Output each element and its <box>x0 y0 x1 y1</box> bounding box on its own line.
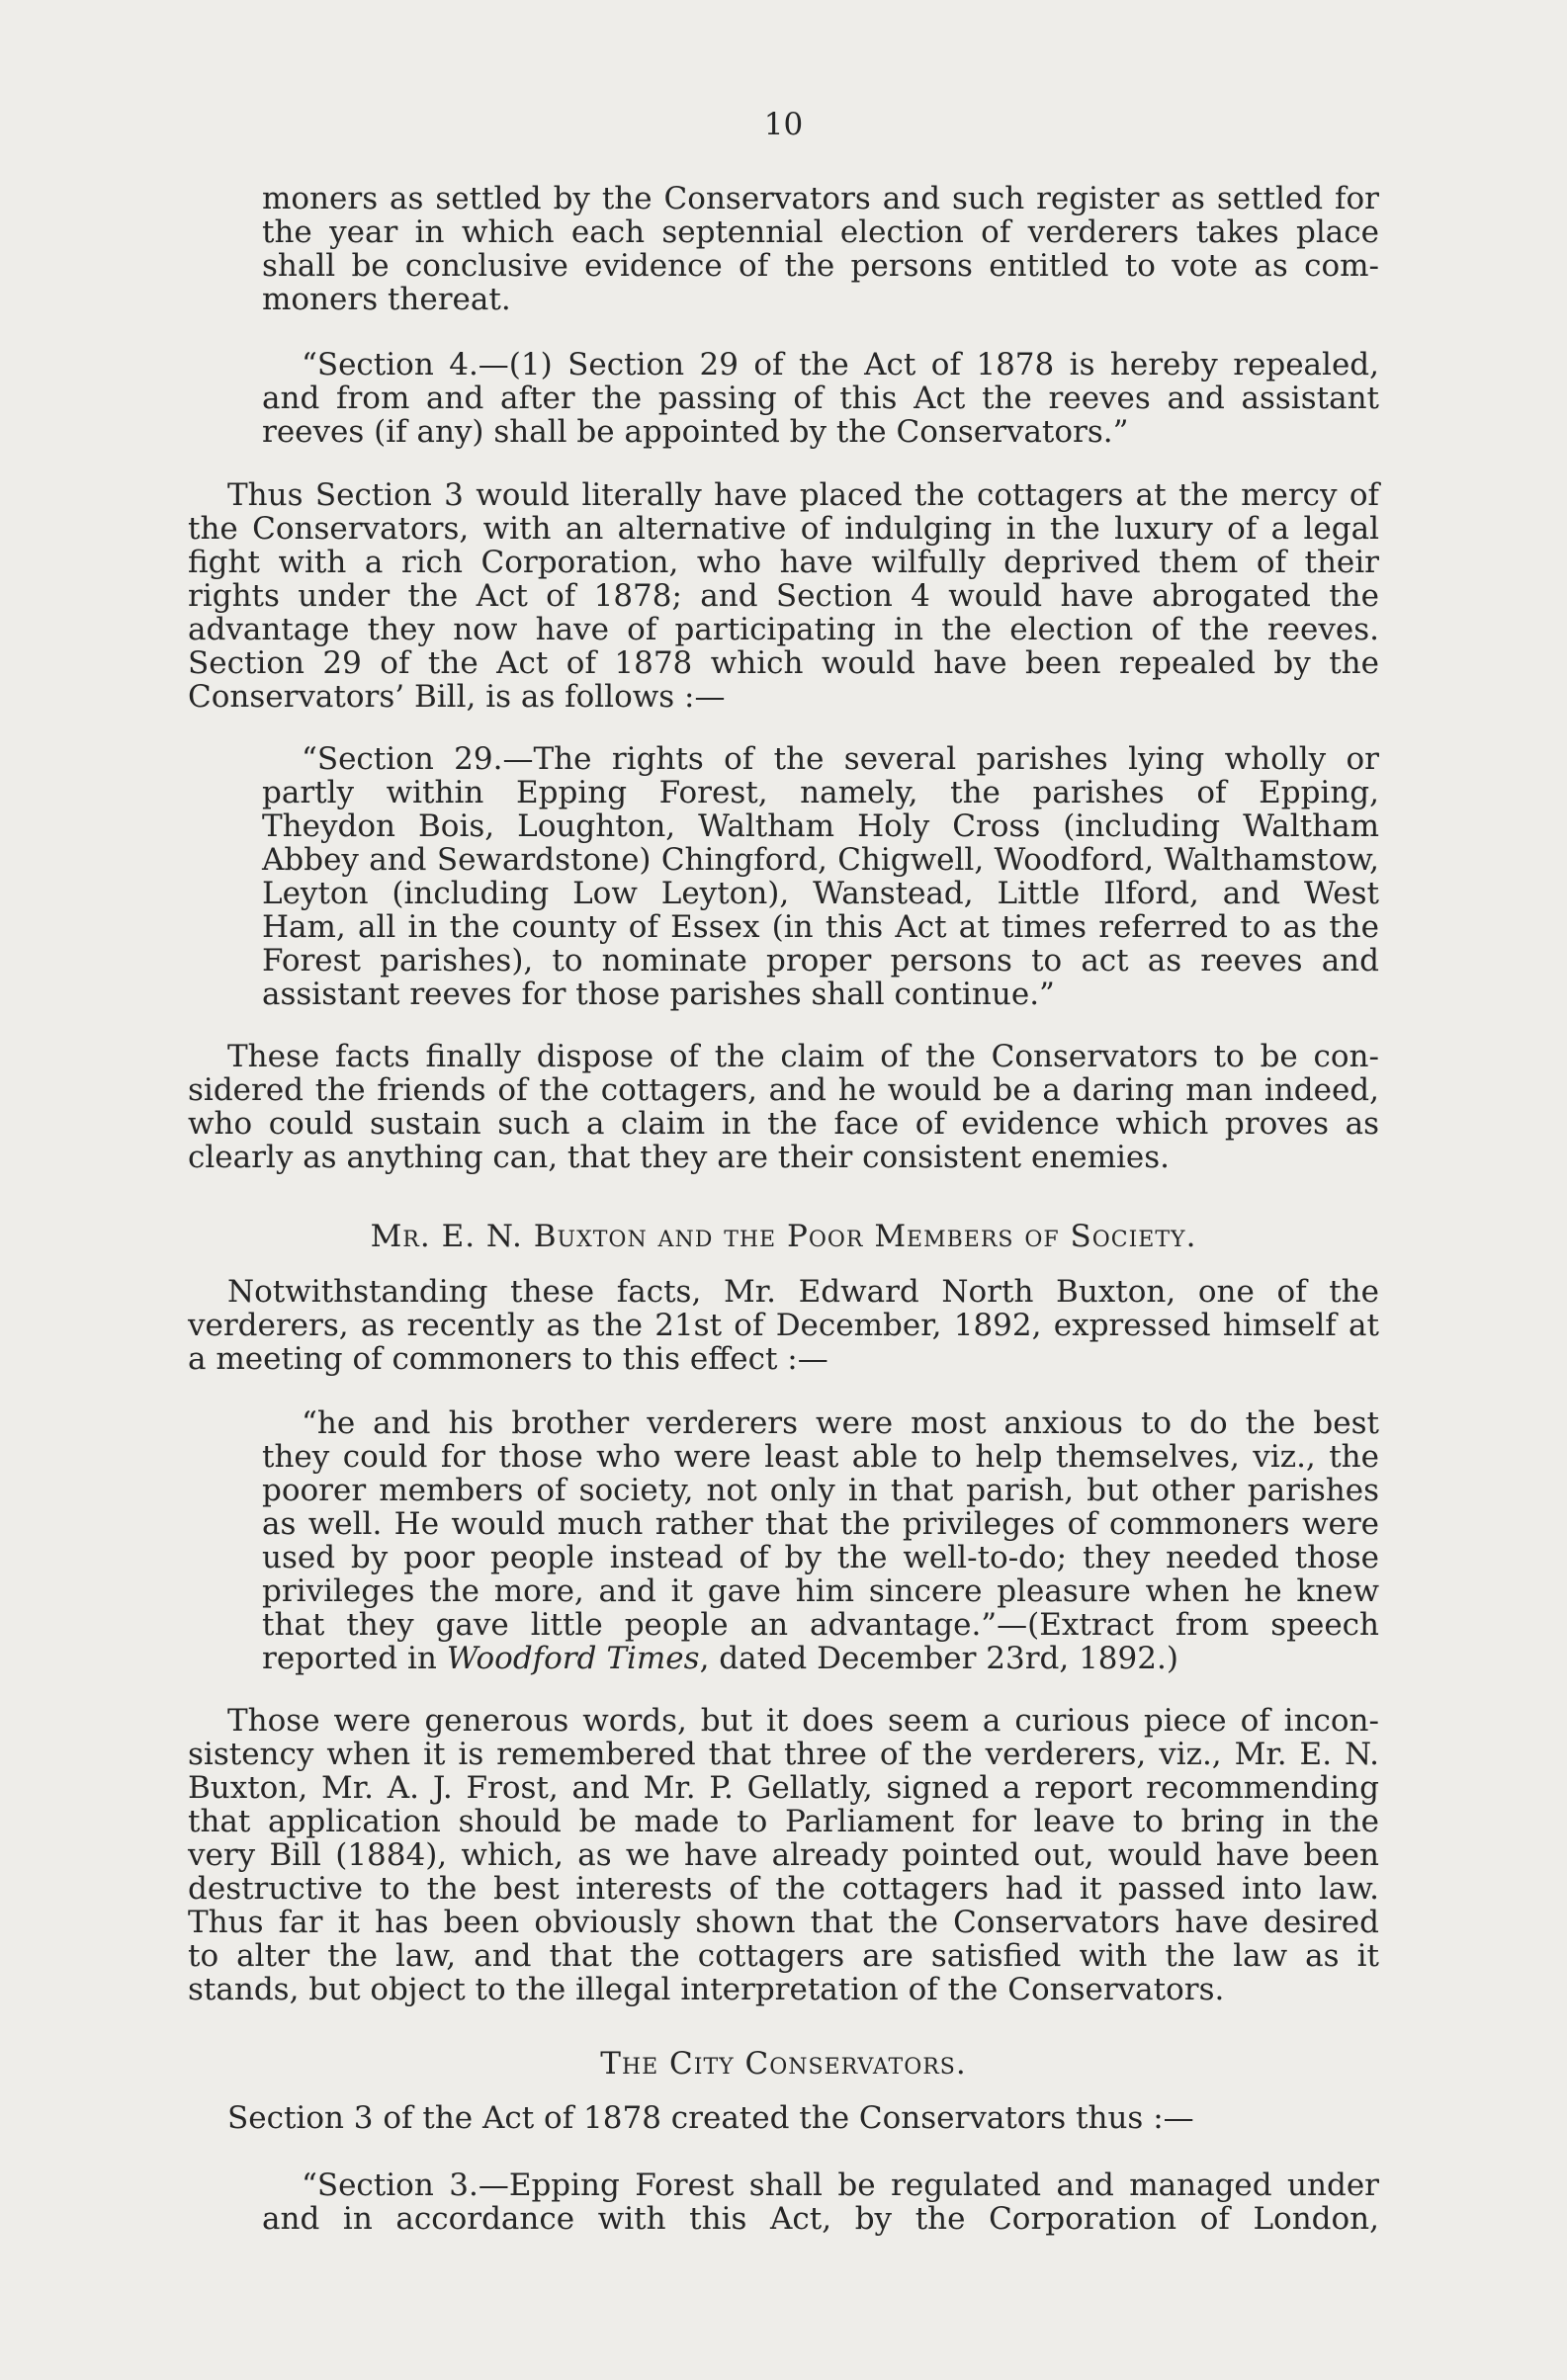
text-line: Section 29 of the Act of 1878 which would have been repealed by the <box>188 645 1379 681</box>
text-line: Abbey and Sewardstone) Chingford, Chigwell, Woodford, Walthamstow, <box>262 842 1379 878</box>
text-line: poorer members of society, not only in that parish, but other parishes <box>262 1473 1379 1508</box>
text-line: and from and after the passing of this Act the reeves and assistant <box>262 381 1379 416</box>
text-line: shall be conclusive evidence of the persons entitled to vote as com- <box>262 248 1379 284</box>
text-line: “Section 3.—Epping Forest shall be regulated and managed under <box>302 2168 1379 2203</box>
paragraph-conclusion <box>188 1040 1379 1174</box>
text-line: Leyton (including Low Leyton), Wanstead, Little Ilford, and West <box>262 876 1379 911</box>
text-line: very Bill (1884), which, as we have already pointed out, would have been <box>188 1837 1379 1873</box>
text-line: as well. He would much rather that the privileges of commoners were <box>262 1506 1379 1542</box>
text-line: who could sustain such a claim in the face of evidence which proves as <box>188 1106 1379 1142</box>
text-line: Conservators’ Bill, is as follows :— <box>188 679 726 715</box>
text-line: the year in which each septennial election of verderers takes place <box>262 214 1379 250</box>
text-line: verderers, as recently as the 21st of December, 1892, expressed himself at <box>188 1308 1379 1343</box>
text-line: moners as settled by the Conservators and such register as settled for <box>262 181 1379 216</box>
text-line: used by poor people instead of by the well-to-do; they needed those <box>262 1540 1379 1575</box>
text-line: Thus Section 3 would literally have placed the cottagers at the mercy of <box>227 477 1379 513</box>
paragraph-inconsistency <box>188 1704 1379 2006</box>
text-fragment: , dated December 23rd, 1892.) <box>699 1641 1178 1676</box>
text-line: Those were generous words, but it does seem a curious piece of incon- <box>227 1703 1379 1739</box>
text-line: to alter the law, and that the cottagers are satisfied with the law as it <box>188 1938 1379 1974</box>
text-line: rights under the Act of 1878; and Section 4 would have abrogated the <box>188 578 1379 614</box>
text-line: Notwithstanding these facts, Mr. Edward North Buxton, one of the <box>227 1274 1379 1310</box>
paragraph-buxton-intro <box>188 1275 1379 1376</box>
text-fragment: reported in <box>262 1641 447 1676</box>
section-heading-city-conservators: The City Conservators. <box>600 2046 967 2082</box>
text-line: partly within Epping Forest, namely, the parishes of Epping, <box>262 775 1379 810</box>
text-line: and in accordance with this Act, by the Corporation of London, <box>262 2201 1379 2237</box>
text-line: Forest parishes), to nominate proper persons to act as reeves and <box>262 943 1379 978</box>
text-line: Ham, all in the county of Essex (in this Act at times referred to as the <box>262 909 1379 945</box>
paragraph-buxton-quote <box>262 1406 1379 1675</box>
text-line: “he and his brother verderers were most anxious to do the best <box>302 1405 1379 1441</box>
page-number: 10 <box>763 107 804 142</box>
text-line: a meeting of commoners to this effect :— <box>188 1341 828 1377</box>
text-line: Section 3 of the Act of 1878 created the Conservators thus :— <box>227 2100 1194 2136</box>
text-line <box>262 1642 1379 1675</box>
text-line: These facts finally dispose of the claim of the Conservators to be con- <box>227 1039 1379 1074</box>
paragraph-section-3-intro <box>188 2101 1379 2135</box>
text-line: they could for those who were least able to help themselves, viz., the <box>262 1439 1379 1475</box>
text-line: “Section 29.—The rights of the several parishes lying wholly or <box>302 741 1379 777</box>
text-line: the Conservators, with an alternative of indulging in the luxury of a legal <box>188 511 1379 547</box>
paragraph-section-4 <box>262 348 1379 449</box>
text-line: destructive to the best interests of the cottagers had it passed into law. <box>188 1871 1379 1907</box>
text-line: Thus far it has been obviously shown that the Conservators have desired <box>188 1905 1379 1940</box>
text-line: that application should be made to Parliament for leave to bring in the <box>188 1804 1379 1839</box>
text-line: reeves (if any) shall be appointed by the Conservators.” <box>262 414 1129 450</box>
paragraph-section-3-commentary <box>188 478 1379 714</box>
text-line: “Section 4.—(1) Section 29 of the Act of 1878 is hereby repealed, <box>302 347 1379 382</box>
text-line: Buxton, Mr. A. J. Frost, and Mr. P. Gellatly, signed a report recommending <box>188 1770 1379 1806</box>
paragraph-register-clause <box>262 182 1379 316</box>
text-line: fight with a rich Corporation, who have wilfully deprived them of their <box>188 545 1379 580</box>
text-line: moners thereat. <box>262 282 511 317</box>
text-line: assistant reeves for those parishes shall continue.” <box>262 977 1055 1012</box>
text-line: sistency when it is remembered that three of the verderers, viz., Mr. E. N. <box>188 1737 1379 1772</box>
text-line: clearly as anything can, that they are their consistent enemies. <box>188 1140 1171 1175</box>
text-line: that they gave little people an advantage.”—(Extract from speech <box>262 1607 1379 1643</box>
text-line: Theydon Bois, Loughton, Waltham Holy Cross (including Waltham <box>262 808 1379 844</box>
text-line: stands, but object to the illegal interpretation of the Conservators. <box>188 1972 1225 2007</box>
text-line: advantage they now have of participating in the election of the reeves. <box>188 612 1379 647</box>
text-line: sidered the friends of the cottagers, and he would be a daring man indeed, <box>188 1072 1379 1108</box>
text-line: privileges the more, and it gave him sincere pleasure when he knew <box>262 1573 1379 1609</box>
paragraph-section-29 <box>262 742 1379 1011</box>
section-heading-buxton: Mr. E. N. Buxton and the Poor Members of Society. <box>370 1219 1197 1254</box>
newspaper-title: Woodford Times <box>446 1641 700 1676</box>
paragraph-section-3-quote <box>262 2168 1379 2236</box>
